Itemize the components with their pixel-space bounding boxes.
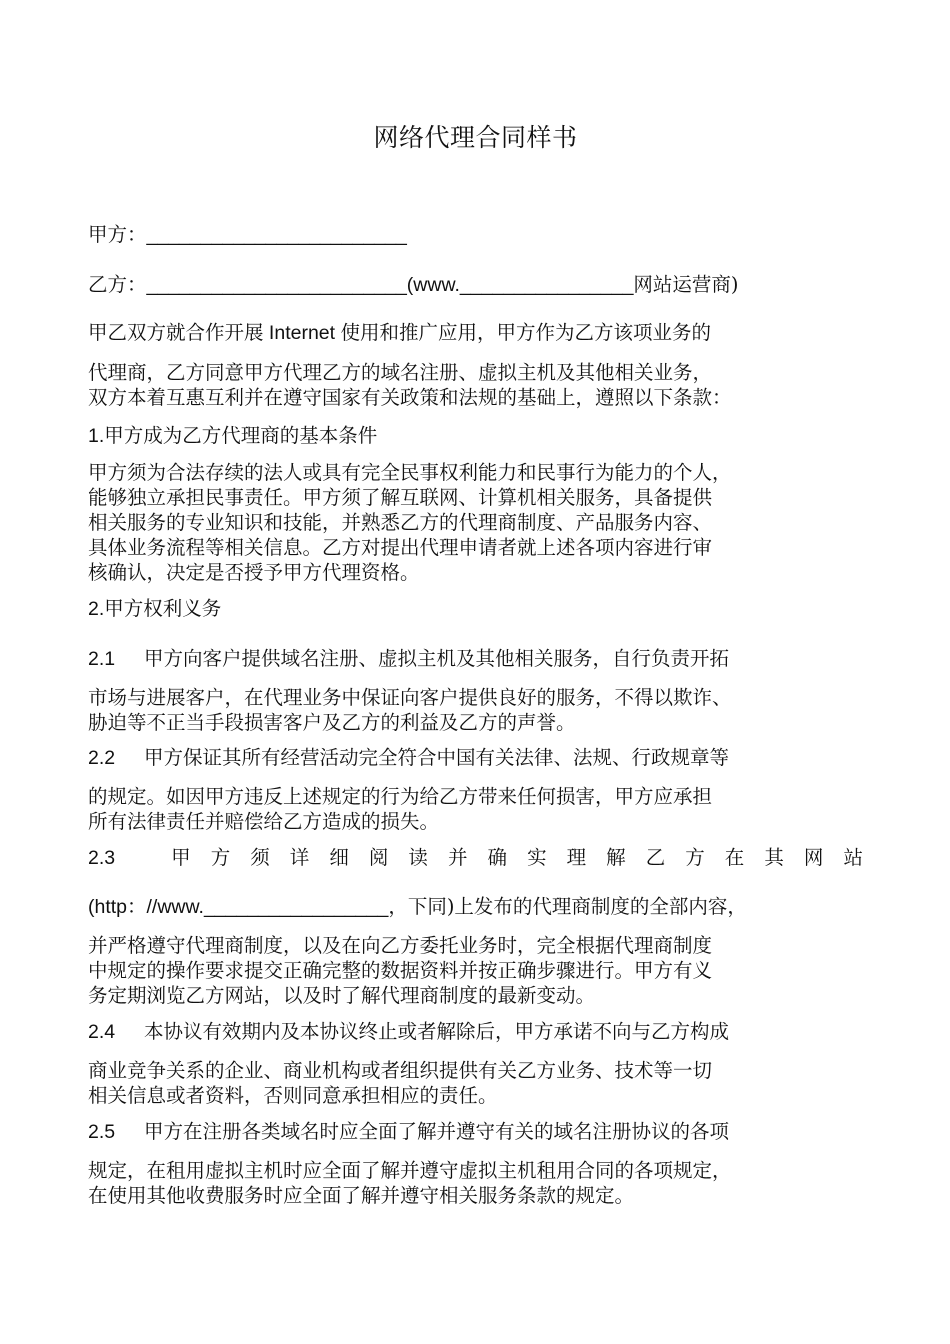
- party-a-label: 甲方：: [88, 223, 147, 246]
- intro-line-1: [88, 320, 711, 346]
- intro-line-2: 代理商，乙方同意甲方代理乙方的域名注册、虚拟主机及其他相关业务，: [88, 361, 713, 384]
- section-2-number: 2.: [88, 598, 105, 620]
- clause-char: 网: [803, 846, 824, 869]
- clause-2-3-url-line: [88, 894, 747, 920]
- clause-text: 甲方保证其所有经营活动完全符合中国有关法律、法规、行政规章等: [144, 746, 730, 769]
- clause-2-3-first-line: [88, 845, 863, 871]
- party-b-site-blank: ________________: [459, 274, 634, 296]
- clause-text: 本协议有效期内及本协议终止或者解除后，甲方承诺不向与乙方构成: [144, 1020, 730, 1043]
- clause-2-3-line: 务定期浏览乙方网站，以及时了解代理商制度的最新变动。: [88, 984, 596, 1007]
- clause-2-4-line: 商业竞争关系的企业、商业机构或者组织提供有关乙方业务、技术等一切: [88, 1059, 713, 1082]
- section-2-title: 甲方权利义务: [104, 597, 222, 620]
- clause-2-1-line: 胁迫等不正当手段损害客户及乙方的利益及乙方的声誉。: [88, 711, 576, 734]
- party-a-line: [88, 222, 407, 248]
- url-blank: _________________: [203, 896, 389, 918]
- clause-char: 阅: [368, 846, 389, 869]
- section-1-title: 甲方成为乙方代理商的基本条件: [104, 424, 378, 447]
- clause-2-1-first-line: [88, 646, 729, 672]
- section-1-number: 1.: [88, 425, 105, 447]
- party-b-line: [88, 272, 739, 298]
- document-title: 网络代理合同样书: [373, 123, 578, 152]
- clause-2-2-line: 的规定。如因甲方违反上述规定的行为给乙方带来任何损害，甲方应承担: [88, 785, 713, 808]
- clause-2-5-line: 规定，在租用虚拟主机时应全面了解并遵守虚拟主机租用合同的各项规定，: [88, 1159, 732, 1182]
- section-1-heading: [88, 423, 377, 449]
- clause-char: 甲: [171, 846, 191, 869]
- clause-2-1-line: 市场与进展客户，在代理业务中保证向客户提供良好的服务，不得以欺诈、: [88, 686, 732, 709]
- clause-char: 方: [685, 846, 705, 869]
- clause-char: 方: [210, 846, 231, 869]
- clause-2-5-first-line: [88, 1119, 729, 1145]
- intro-text-internet: Internet: [263, 322, 341, 344]
- clause-2-4-first-line: [88, 1019, 729, 1045]
- clause-char: 解: [606, 846, 626, 869]
- section-1-line: 能够独立承担民事责任。甲方须了解互联网、计算机相关服务，具备提供: [88, 486, 713, 509]
- clause-char: 细: [329, 846, 349, 869]
- clause-number: 2.5: [88, 1121, 116, 1143]
- clause-char: 确: [487, 846, 508, 869]
- party-a-blank: ________________________: [146, 224, 407, 246]
- clause-number: 2.2: [88, 747, 116, 769]
- url-prefix: (http：//www.: [88, 896, 204, 918]
- clause-char: 站: [843, 846, 863, 869]
- clause-char: 在: [724, 846, 745, 869]
- clause-2-2-first-line: [88, 745, 729, 771]
- intro-text-a: 甲乙双方就合作开展: [88, 321, 264, 344]
- clause-char: 乙: [645, 846, 666, 869]
- clause-2-3-line: 并严格遵守代理商制度，以及在向乙方委托业务时，完全根据代理商制度: [88, 934, 713, 957]
- party-b-label: 乙方：: [88, 273, 147, 296]
- intro-line-3: 双方本着互惠互利并在遵守国家有关政策和法规的基础上，遵照以下条款：: [88, 386, 732, 409]
- party-b-site-suffix: 网站运营商): [633, 273, 739, 296]
- url-suffix: ，下同)上发布的代理商制度的全部内容，: [388, 895, 747, 918]
- intro-text-c: 使用和推广应用，甲方作为乙方该项业务的: [340, 321, 711, 344]
- clause-2-2-line: 所有法律责任并赔偿给乙方造成的损失。: [88, 810, 440, 833]
- section-1-line: 核确认，决定是否授予甲方代理资格。: [88, 561, 420, 584]
- party-b-site-prefix: (www.: [406, 274, 460, 296]
- clause-char: 读: [408, 846, 428, 869]
- clause-char: 其: [764, 846, 784, 869]
- clause-2-4-line: 相关信息或者资料，否则同意承担相应的责任。: [88, 1084, 498, 1107]
- clause-text: 甲方向客户提供域名注册、虚拟主机及其他相关服务，自行负责开拓: [144, 647, 730, 670]
- section-1-line: 具体业务流程等相关信息。乙方对提出代理申请者就上述各项内容进行审: [88, 536, 713, 559]
- clause-number: 2.4: [88, 1021, 116, 1043]
- clause-char: 并: [447, 846, 468, 869]
- section-1-line: 甲方须为合法存续的法人或具有完全民事权利能力和民事行为能力的个人，: [88, 461, 732, 484]
- clause-char: 须: [250, 846, 270, 869]
- clause-char: 详: [289, 846, 310, 869]
- clause-char: 理: [566, 846, 587, 869]
- clause-char: 实: [527, 846, 547, 869]
- clause-2-5-line: 在使用其他收费服务时应全面了解并遵守相关服务条款的规定。: [88, 1184, 635, 1207]
- clause-number: 2.3: [88, 847, 116, 869]
- clause-2-3-line: 中规定的操作要求提交正确完整的数据资料并按正确步骤进行。甲方有义: [88, 959, 713, 982]
- clause-text: 甲方在注册各类域名时应全面了解并遵守有关的域名注册协议的各项: [144, 1120, 730, 1143]
- section-1-line: 相关服务的专业知识和技能，并熟悉乙方的代理商制度、产品服务内容、: [88, 511, 713, 534]
- party-b-blank: ________________________: [146, 274, 407, 296]
- clause-number: 2.1: [88, 648, 116, 670]
- section-2-heading: [88, 596, 221, 622]
